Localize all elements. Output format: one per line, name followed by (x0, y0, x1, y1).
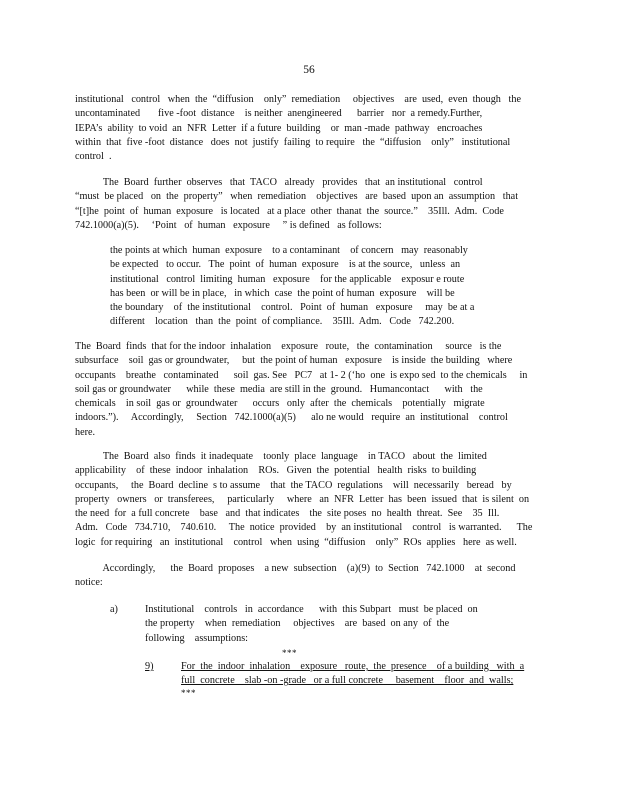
text-line: institutional control when the “diffusion only” remediation objectives are used, even though the (75, 94, 521, 105)
item-9-text (181, 660, 541, 689)
quote-line: institutional control limiting human exposure for the applicable exposur e route (110, 273, 465, 285)
item-a-label: a) (110, 604, 118, 615)
paragraph-5 (75, 562, 537, 591)
paragraph-4 (75, 450, 537, 550)
text-line: uncontaminated five -foot distance is neither anengineered barrier nor a remedy.Further, (75, 108, 483, 120)
text-line: 742.1000(a)(5). ‘Point of human exposure ” is defined as follows: (75, 219, 382, 231)
text-line: chemicals in soil gas or groundwater occurs only after the chemicals potentially migrate (75, 398, 485, 410)
item-9-label: 9) (145, 661, 154, 672)
quote-line: be expected to occur. The point of human exposure is at the source, unless an (110, 259, 461, 271)
quote-line: has been or will be in place, in which case the point of human exposure will be (110, 287, 455, 299)
text-line: control . (75, 151, 112, 163)
text-line: The Board further observes that TACO already provides that an institutional control (75, 177, 483, 188)
page-number: 56 (303, 64, 315, 76)
text-line: Institutional controls in accordance with this Subpart must be placed on (145, 604, 478, 615)
paragraph-3 (75, 340, 537, 440)
text-line: For the indoor inhalation exposure route, the presence of a building with a (181, 661, 525, 672)
text-line: The Board also finds it inadequate toonly place language in TACO about the limited (75, 451, 487, 462)
quote-line: the points at which human exposure to a contaminant of concern may reasonably (110, 245, 468, 256)
text-line: full concrete slab -on -grade or a full concrete basement floor and walls; (181, 675, 514, 687)
text-line: The Board finds that for the indoor inhalation exposure route, the contamination source is the (75, 341, 502, 352)
block-quote (110, 244, 500, 330)
text-line: following assumptions: (145, 632, 249, 644)
omission-marker: *** (282, 648, 297, 658)
paragraph-2 (75, 176, 535, 233)
quote-line: different location than the point of compliance. 35Ill. Adm. Code 742.200. (110, 316, 455, 328)
text-line: within that five -foot distance does not justify failing to require the “diffusion only” institutional (75, 136, 511, 148)
text-line: occupants breathe contaminated soil gas. See PC7 at 1- 2 (‘ho one is expo sed to the chemicals in (75, 369, 528, 381)
text-line: Adm. Code 734.710, 740.610. The notice provided by an institutional control is warranted. The (75, 522, 533, 534)
text-line: IEPA’s ability to void an NFR Letter if a future building or man -made pathway encroaches (75, 122, 483, 134)
text-line: occupants, the Board decline s to assume that the TACO regulations will necessarily beread by (75, 479, 512, 491)
text-line: “must be placed on the property” when remediation objectives are based upon an assumption that (75, 191, 519, 203)
quote-line: the boundary of the institutional control. Point of human exposure may be at a (110, 302, 475, 314)
text-line: “[t]he point of human exposure is located at a place other thanat the source.” 35Ill. Adm. Code (75, 205, 504, 217)
item-a-text (145, 603, 505, 646)
text-line: subsurface soil gas or groundwater, but the point of human exposure is inside the building where (75, 355, 513, 367)
paragraph-1 (75, 93, 535, 164)
text-line: the need for a full concrete base and that indicates the site poses no health threat. See 35 Ill. (75, 508, 500, 520)
text-line: notice: (75, 577, 103, 589)
text-line: property owners or transferees, particularly where an NFR Letter has been issued that is silent on (75, 493, 530, 505)
text-line: here. (75, 426, 96, 438)
text-line: indoors.”). Accordingly, Section 742.1000(a)(5) alo ne would require an institutional control (75, 412, 508, 424)
text-line: Accordingly, the Board proposes a new subsection (a)(9) to Section 742.1000 at second (75, 563, 516, 574)
text-line: applicability of these indoor inhalation ROs. Given the potential health risks to building (75, 465, 477, 477)
text-line: the property when remediation objectives are based on any of the (145, 618, 450, 630)
omission-marker: *** (181, 688, 196, 698)
text-line: logic for requiring an institutional control when using “diffusion only” ROs applies here as well. (75, 536, 517, 548)
text-line: soil gas or groundwater while these media are still in the ground. Humancontact with the (75, 383, 483, 395)
